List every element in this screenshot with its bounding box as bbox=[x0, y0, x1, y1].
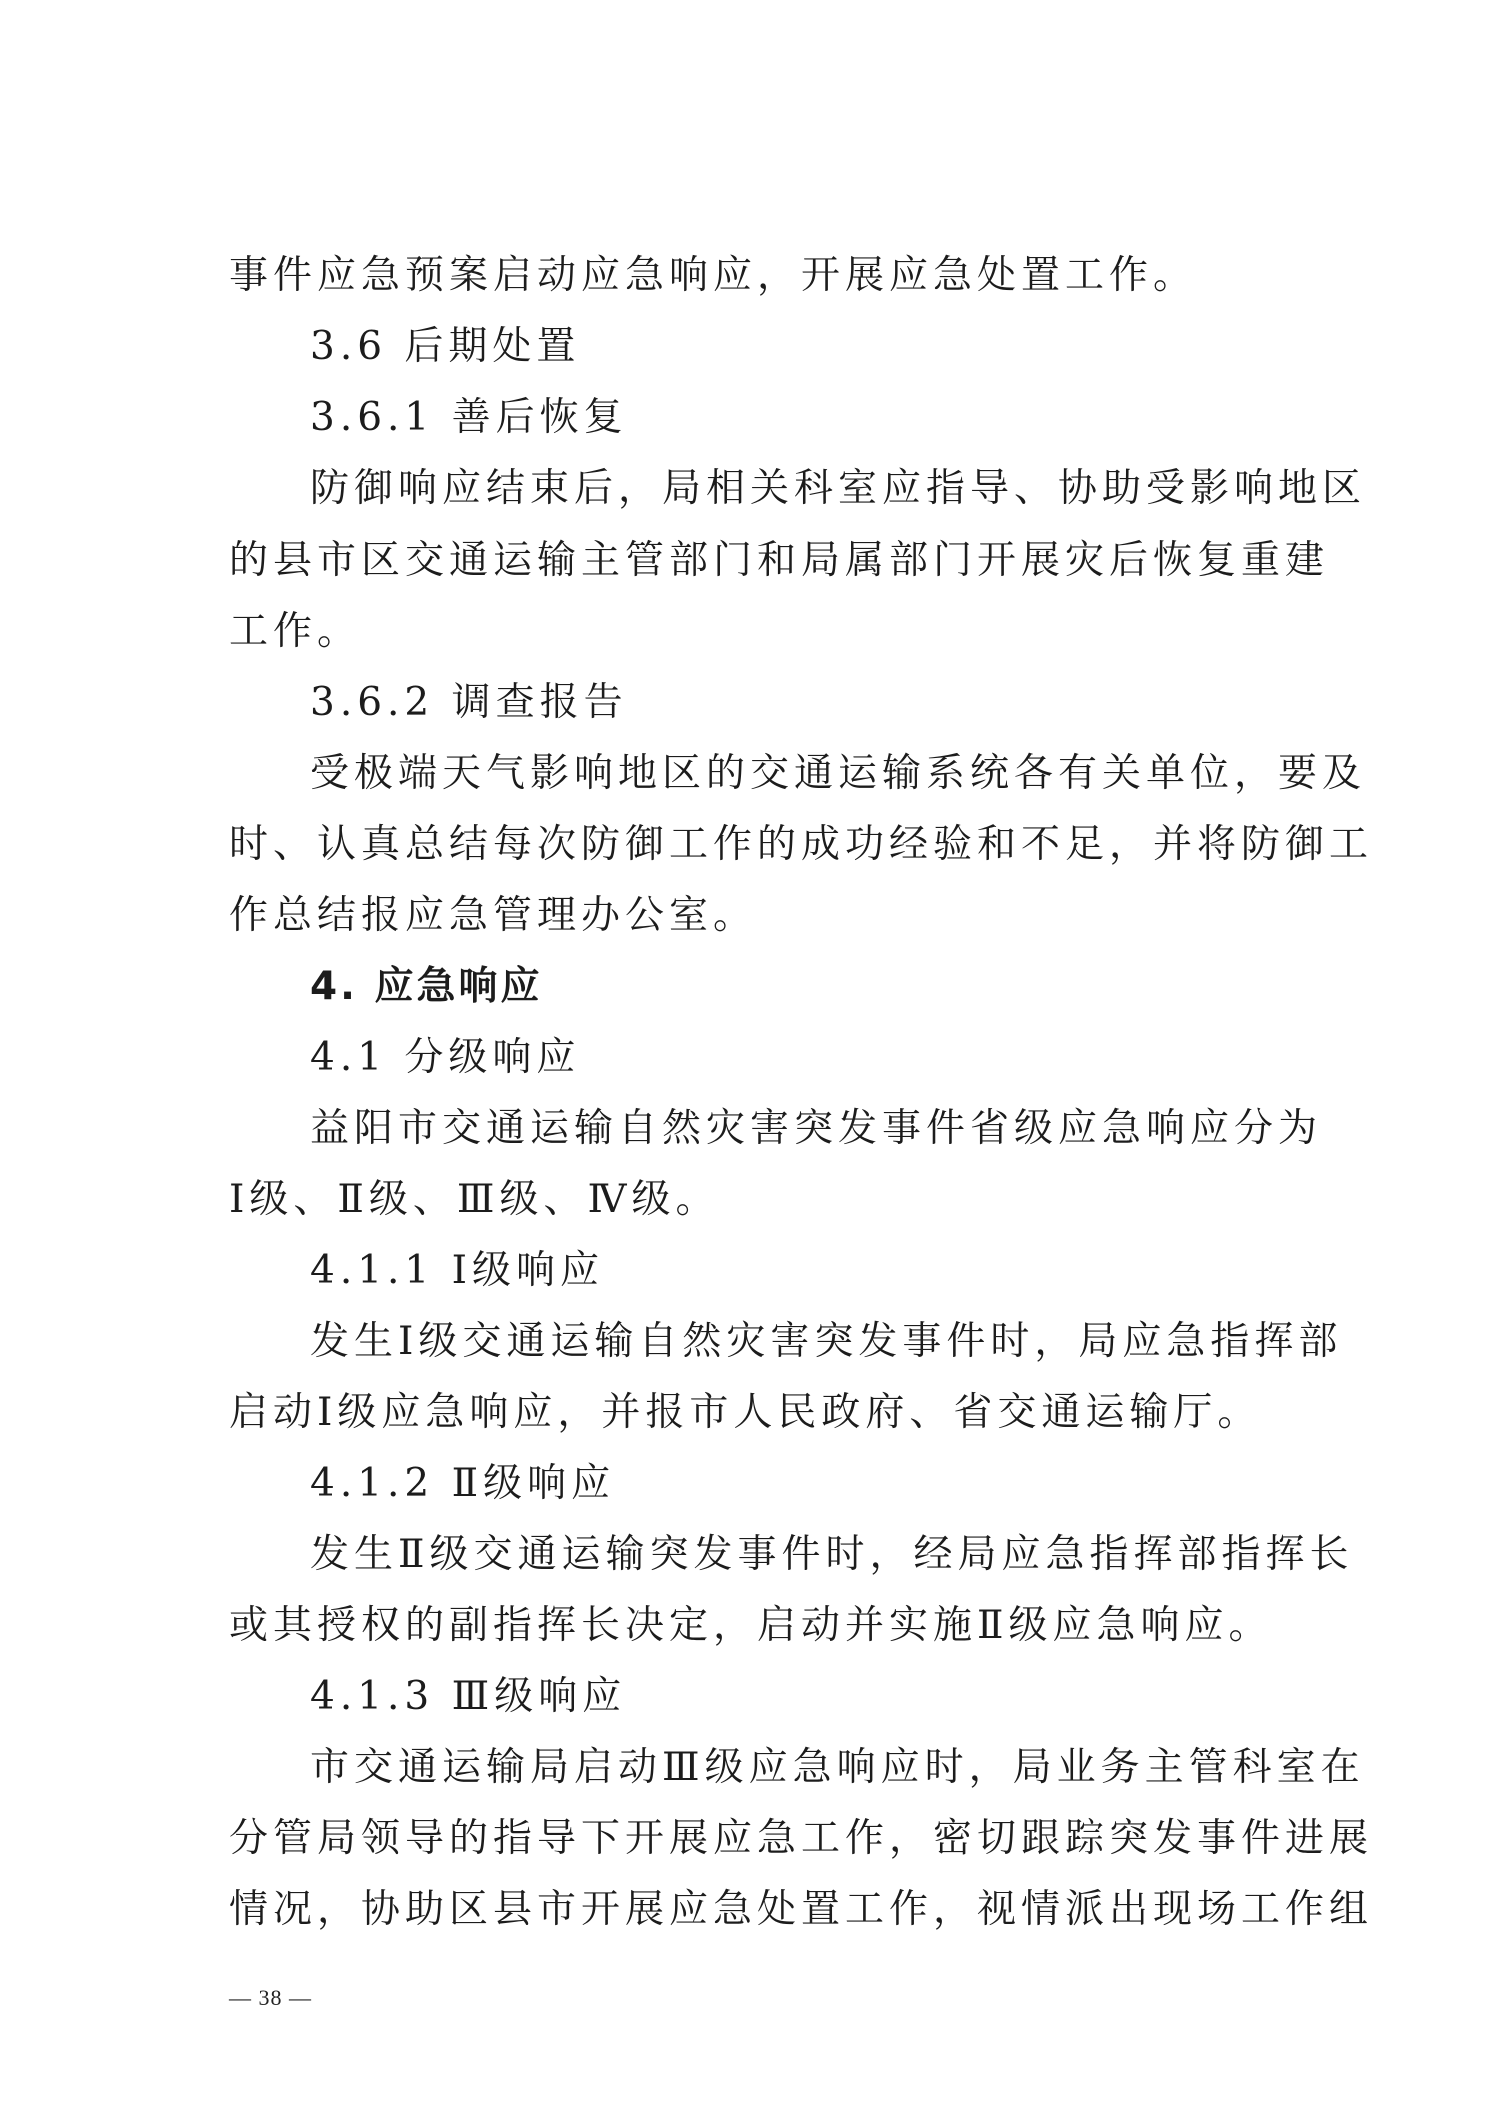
paragraph-line: 受极端天气影响地区的交通运输系统各有关单位，要及 bbox=[310, 751, 1367, 796]
paragraph-line: 工作。 bbox=[229, 609, 362, 654]
paragraph-line: Ⅰ级、Ⅱ级、Ⅲ级、Ⅳ级。 bbox=[229, 1177, 720, 1222]
section-heading-4-1-3: 4.1.3 Ⅲ级响应 bbox=[310, 1674, 627, 1719]
paragraph-line: 启动Ⅰ级应急响应，并报市人民政府、省交通运输厅。 bbox=[229, 1390, 1262, 1435]
paragraph-line: 发生Ⅱ级交通运输突发事件时，经局应急指挥部指挥长 bbox=[310, 1532, 1354, 1577]
paragraph-line: 发生Ⅰ级交通运输自然灾害突发事件时，局应急指挥部 bbox=[310, 1319, 1343, 1364]
section-heading-4: 4. 应急响应 bbox=[310, 964, 543, 1009]
paragraph-line: 益阳市交通运输自然灾害突发事件省级应急响应分为 bbox=[310, 1106, 1323, 1151]
paragraph-line: 分管局领导的指导下开展应急工作，密切跟踪突发事件进展 bbox=[229, 1816, 1374, 1861]
section-heading-4-1-2: 4.1.2 Ⅱ级响应 bbox=[310, 1461, 616, 1506]
page-number: — 38 — bbox=[229, 1985, 312, 2010]
section-heading-3-6-2: 3.6.2 调查报告 bbox=[310, 680, 628, 725]
paragraph-line: 情况，协助区县市开展应急处置工作，视情派出现场工作组 bbox=[229, 1887, 1374, 1932]
paragraph-line: 的县市区交通运输主管部门和局属部门开展灾后恢复重建 bbox=[229, 538, 1330, 583]
paragraph-line: 或其授权的副指挥长决定，启动并实施Ⅱ级应急响应。 bbox=[229, 1603, 1273, 1648]
section-heading-3-6: 3.6 后期处置 bbox=[310, 324, 581, 369]
paragraph-line: 事件应急预案启动应急响应，开展应急处置工作。 bbox=[229, 253, 1198, 298]
paragraph-line: 市交通运输局启动Ⅲ级应急响应时，局业务主管科室在 bbox=[310, 1745, 1365, 1790]
section-heading-4-1: 4.1 分级响应 bbox=[310, 1035, 581, 1080]
section-heading-4-1-1: 4.1.1 Ⅰ级响应 bbox=[310, 1248, 605, 1293]
paragraph-line: 作总结报应急管理办公室。 bbox=[229, 893, 758, 938]
section-heading-3-6-1: 3.6.1 善后恢复 bbox=[310, 395, 628, 440]
paragraph-line: 时、认真总结每次防御工作的成功经验和不足，并将防御工 bbox=[229, 822, 1374, 867]
paragraph-line: 防御响应结束后，局相关科室应指导、协助受影响地区 bbox=[310, 466, 1367, 511]
